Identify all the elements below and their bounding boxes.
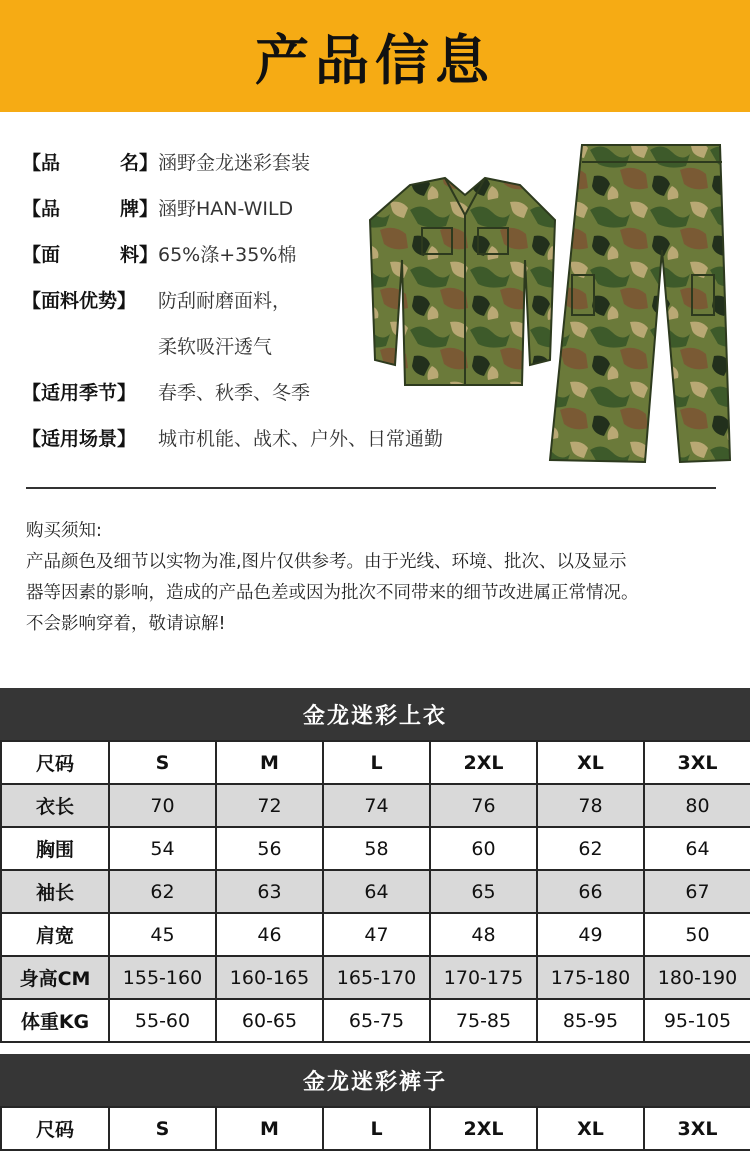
table-cell: 180-190 <box>644 956 750 999</box>
info-value: 涵野金龙迷彩套装 <box>158 152 311 174</box>
header-cell: S <box>109 741 216 784</box>
size-chart <box>0 740 750 1043</box>
row-label: 胸围 <box>1 827 109 870</box>
table-cell: 48 <box>430 913 537 956</box>
table-cell: 85-95 <box>537 999 644 1042</box>
table-cell: 80 <box>644 784 750 827</box>
row-label: 身高CM <box>1 956 109 999</box>
notice-heading: 购买须知: <box>26 521 102 541</box>
table-cell: 62 <box>537 827 644 870</box>
table-cell: 54 <box>109 827 216 870</box>
table-cell: 47 <box>323 913 430 956</box>
table-cell: 64 <box>323 870 430 913</box>
table-cell: 49 <box>537 913 644 956</box>
table-cell: 50 <box>644 913 750 956</box>
row-label: 袖长 <box>1 870 109 913</box>
table-cell: 58 <box>323 827 430 870</box>
table-cell: 65 <box>430 870 537 913</box>
header-cell: 尺码 <box>1 1107 109 1150</box>
info-label: 【面 料】 <box>22 244 158 266</box>
notice-line: 器等因素的影响，造成的产品色差或因为批次不同带来的细节改进属正常情况。 <box>26 583 639 603</box>
table-title: 金龙迷彩裤子 <box>0 1054 750 1106</box>
header-cell: M <box>216 1107 323 1150</box>
table-cell: 60-65 <box>216 999 323 1042</box>
table-cell: 165-170 <box>323 956 430 999</box>
header-cell: 3XL <box>644 741 750 784</box>
table-row <box>1 956 750 999</box>
table-title: 金龙迷彩上衣 <box>0 688 750 740</box>
header-cell: 2XL <box>430 741 537 784</box>
header-cell: M <box>216 741 323 784</box>
row-label: 衣长 <box>1 784 109 827</box>
row-label: 体重KG <box>1 999 109 1042</box>
header-cell: 3XL <box>644 1107 750 1150</box>
header-cell: XL <box>537 741 644 784</box>
table-cell: 66 <box>537 870 644 913</box>
pants-shape <box>550 145 730 462</box>
info-value: 春季、秋季、冬季 <box>158 382 311 404</box>
header-cell: 2XL <box>430 1107 537 1150</box>
table-cell: 67 <box>644 870 750 913</box>
page-title: 产品信息 <box>255 28 495 92</box>
pants-size-table <box>0 1054 750 1151</box>
table-row <box>1 870 750 913</box>
header-cell: L <box>323 741 430 784</box>
header-cell: XL <box>537 1107 644 1150</box>
table-cell: 45 <box>109 913 216 956</box>
notice-line: 产品颜色及细节以实物为准,图片仅供参考。由于光线、环境、批次、以及显示 <box>26 552 627 572</box>
header-cell: S <box>109 1107 216 1150</box>
purchase-notice <box>26 516 726 640</box>
table-cell: 155-160 <box>109 956 216 999</box>
table-cell: 55-60 <box>109 999 216 1042</box>
size-chart <box>0 1106 750 1151</box>
table-cell: 72 <box>216 784 323 827</box>
table-cell: 65-75 <box>323 999 430 1042</box>
header-cell: 尺码 <box>1 741 109 784</box>
row-label: 肩宽 <box>1 913 109 956</box>
table-row <box>1 999 750 1042</box>
header-cell: L <box>323 1107 430 1150</box>
table-cell: 56 <box>216 827 323 870</box>
table-cell: 160-165 <box>216 956 323 999</box>
info-label: 【适用场景】 <box>22 428 137 450</box>
info-label: 【面料优势】 <box>22 290 137 312</box>
camo-suit-image <box>350 140 740 470</box>
table-cell: 60 <box>430 827 537 870</box>
table-cell: 46 <box>216 913 323 956</box>
info-label: 【品 牌】 <box>22 198 158 220</box>
table-header-row <box>1 741 750 784</box>
header-banner <box>0 0 750 112</box>
table-cell: 63 <box>216 870 323 913</box>
table-cell: 95-105 <box>644 999 750 1042</box>
table-cell: 76 <box>430 784 537 827</box>
info-value: 涵野HAN-WILD <box>158 198 294 220</box>
table-cell: 175-180 <box>537 956 644 999</box>
table-cell: 75-85 <box>430 999 537 1042</box>
table-cell: 62 <box>109 870 216 913</box>
table-cell: 78 <box>537 784 644 827</box>
table-cell: 74 <box>323 784 430 827</box>
info-value: 65%涤+35%棉 <box>158 244 297 266</box>
info-value: 防刮耐磨面料， 柔软吸汗透气 <box>158 290 292 358</box>
info-value: 城市机能、战术、户外、日常通勤 <box>158 428 444 450</box>
table-cell: 170-175 <box>430 956 537 999</box>
info-label: 【适用季节】 <box>22 382 137 404</box>
table-cell: 64 <box>644 827 750 870</box>
jacket-size-table <box>0 688 750 1043</box>
table-row <box>1 827 750 870</box>
section-divider <box>26 487 716 489</box>
table-row <box>1 784 750 827</box>
info-label: 【品 名】 <box>22 152 158 174</box>
table-cell: 70 <box>109 784 216 827</box>
table-row <box>1 913 750 956</box>
notice-line: 不会影响穿着，敬请谅解! <box>26 614 226 634</box>
table-header-row <box>1 1107 750 1150</box>
